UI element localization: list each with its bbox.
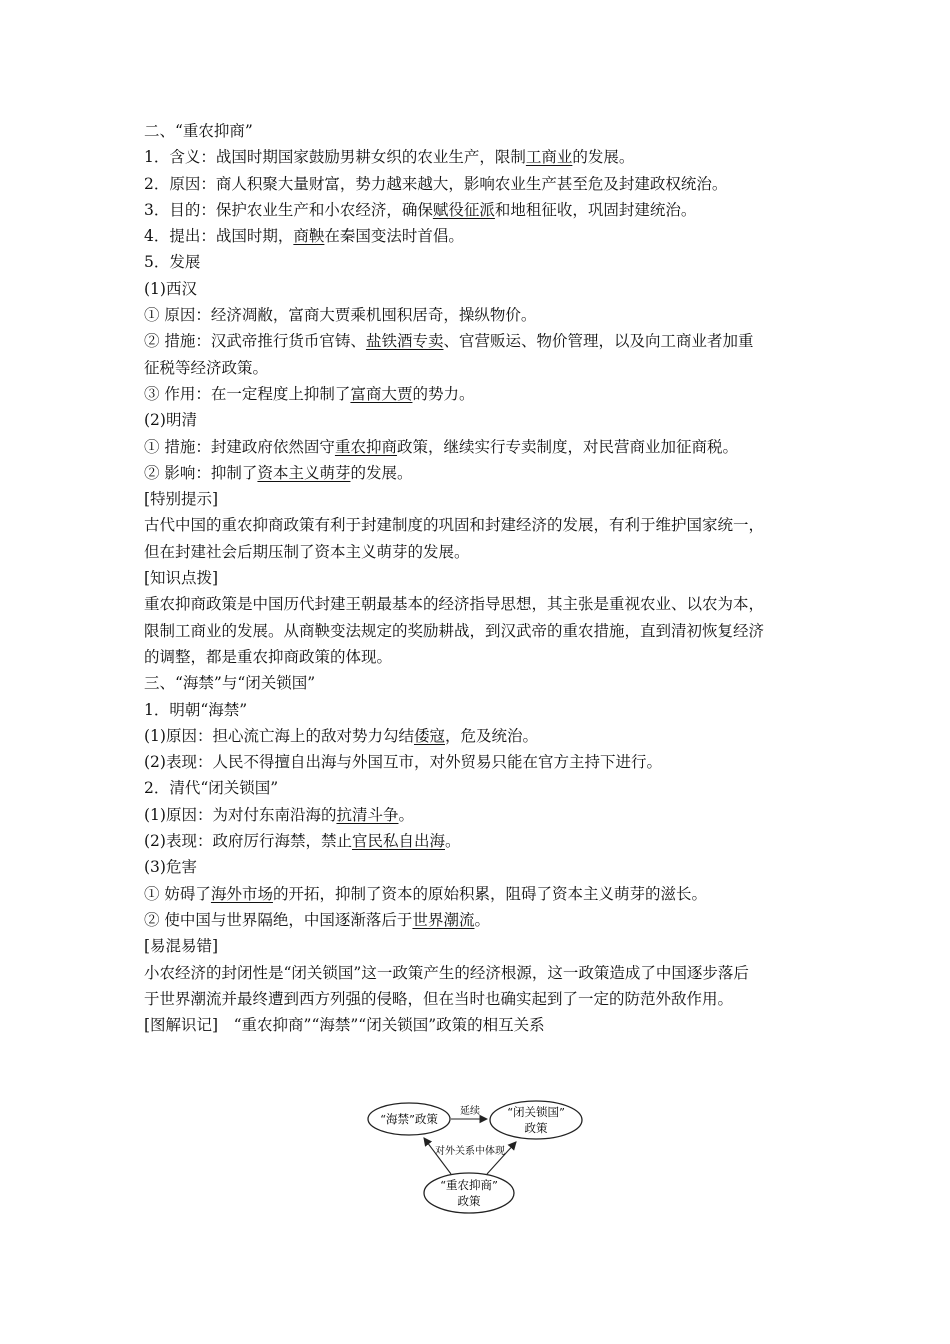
text-segment: ① 妨碍了 <box>144 884 211 903</box>
text-segment: ① 措施：封建政府依然固守 <box>144 437 335 456</box>
text-segment: 重农抑商政策是中国历代封建王朝最基本的经济指导思想，其主张是重视农业、以农为本， <box>144 595 765 614</box>
underlined-term: 商鞅 <box>293 227 325 246</box>
text-line <box>144 828 824 854</box>
text-segment: 的调整，都是重农抑商政策的体现。 <box>144 647 393 666</box>
text-segment: (1)原因：为对付东南沿海的 <box>144 805 337 824</box>
node-biguan-label-1: “闭关锁国” <box>507 1105 565 1119</box>
underlined-term: 盐铁酒专卖 <box>365 332 444 351</box>
text-line <box>144 434 824 460</box>
text-line <box>144 302 824 328</box>
text-segment: (2)明清 <box>144 411 197 430</box>
text-segment: ② 影响：抑制了 <box>144 463 258 482</box>
text-segment: 限制工商业的发展。从商鞅变法规定的奖励耕战，到汉武帝的重农措施，直到清初恢复经济 <box>144 621 765 640</box>
text-segment: 小农经济的封闭性是“闭关锁国”这一政策产生的经济根源，这一政策造成了中国逐步落后 <box>144 963 749 982</box>
text-line <box>144 512 824 538</box>
text-line <box>144 618 824 644</box>
underlined-term: 倭寇 <box>413 726 445 745</box>
underlined-term: 资本主义萌芽 <box>257 463 351 482</box>
text-segment: ② 措施：汉武帝推行货币官铸、 <box>144 332 366 351</box>
text-line <box>144 591 824 617</box>
text-segment: (2)表现：政府厉行海禁，禁止 <box>144 832 352 851</box>
text-line <box>144 407 824 433</box>
text-segment: 、官营贩运、物价管理，以及向工商业者加重 <box>443 332 754 351</box>
text-segment: 的发展。 <box>572 148 635 167</box>
text-line <box>144 223 824 249</box>
text-line <box>144 1012 824 1038</box>
node-zhongnong-label-1: “重农抑商” <box>440 1178 498 1192</box>
text-segment: 4．提出：战国时期， <box>144 227 294 246</box>
node-zhongnong-label-2: 政策 <box>457 1194 481 1208</box>
underlined-term: 官民私自出海 <box>351 832 445 851</box>
text-line <box>144 249 824 275</box>
text-segment: ，危及统治。 <box>444 726 538 745</box>
text-line <box>144 486 824 512</box>
text-line <box>144 460 824 486</box>
text-line <box>144 355 824 381</box>
text-segment: ① 原因：经济凋敝，富商大贾乘机囤积居奇，操纵物价。 <box>144 306 537 325</box>
diagram-svg <box>366 1098 596 1216</box>
text-segment: 。 <box>474 910 490 929</box>
text-segment: 和地租征收，巩固封建统治。 <box>494 200 697 219</box>
text-segment: 1．明朝“海禁” <box>144 700 248 719</box>
text-line <box>144 960 824 986</box>
text-line <box>144 802 824 828</box>
text-segment: (3)危害 <box>144 858 197 877</box>
text-line <box>144 144 824 170</box>
text-segment: 3．目的：保护农业生产和小农经济，确保 <box>144 200 433 219</box>
text-line <box>144 749 824 775</box>
text-line <box>144 276 824 302</box>
text-segment: 的势力。 <box>412 384 475 403</box>
text-line <box>144 118 824 144</box>
underlined-term: 富商大贾 <box>350 384 413 403</box>
text-line <box>144 723 824 749</box>
text-segment: 古代中国的重农抑商政策有利于封建制度的巩固和封建经济的发展，有利于维护国家统一， <box>144 516 765 535</box>
policy-relationship-diagram <box>366 1098 596 1216</box>
text-line <box>144 565 824 591</box>
text-line <box>144 381 824 407</box>
text-line <box>144 539 824 565</box>
underlined-term: 海外市场 <box>210 884 273 903</box>
text-segment: 2．原因：商人积聚大量财富，势力越来越大，影响农业生产甚至危及封建政权统治。 <box>144 174 728 193</box>
underlined-term: 重农抑商 <box>334 437 397 456</box>
text-line <box>144 197 824 223</box>
text-segment: 三、“海禁”与“闭关锁国” <box>144 674 316 693</box>
text-segment: (2)表现：人民不得擅自出海与外国互市，对外贸易只能在官方主持下进行。 <box>144 753 662 772</box>
text-segment: 5．发展 <box>144 253 201 272</box>
text-line <box>144 697 824 723</box>
text-line <box>144 644 824 670</box>
text-segment: 。 <box>444 832 461 851</box>
edge-duiwai-label: 对外关系中体现 <box>435 1146 505 1157</box>
text-segment: [知识点拨] <box>144 569 219 588</box>
text-line <box>144 854 824 880</box>
text-line <box>144 670 824 696</box>
text-segment: 。 <box>398 805 414 824</box>
text-line <box>144 775 824 801</box>
text-segment: 在秦国变法时首倡。 <box>324 227 464 246</box>
node-biguan-label-2: 政策 <box>524 1121 548 1135</box>
text-segment: (1)西汉 <box>144 279 197 298</box>
text-segment: ② 使中国与世界隔绝，中国逐渐落后于 <box>144 910 413 929</box>
text-segment: [易混易错] <box>144 937 219 956</box>
text-segment: [特别提示] <box>144 490 219 509</box>
text-segment: 的开拓，抑制了资本的原始积累，阻碍了资本主义萌芽的滋长。 <box>272 884 707 903</box>
text-segment: 政策，继续实行专卖制度，对民营商业加征商税。 <box>396 437 738 456</box>
text-line <box>144 881 824 907</box>
text-segment: [图解识记] “重农抑商”“海禁”“闭关锁国”政策的相互关系 <box>144 1016 545 1035</box>
document-body <box>144 118 824 1038</box>
text-segment: 的发展。 <box>350 463 413 482</box>
text-segment: 1．含义：战国时期国家鼓励男耕女织的农业生产，限制 <box>144 148 526 167</box>
text-segment: (1)原因：担心流亡海上的敌对势力勾结 <box>144 726 414 745</box>
text-segment: 但在封建社会后期压制了资本主义萌芽的发展。 <box>144 542 470 561</box>
text-line <box>144 933 824 959</box>
node-haijin-label: “海禁”政策 <box>380 1112 438 1126</box>
text-line <box>144 986 824 1012</box>
text-segment: 于世界潮流并最终遭到西方列强的侵略，但在当时也确实起到了一定的防范外敌作用。 <box>144 989 734 1008</box>
underlined-term: 工商业 <box>525 148 573 167</box>
text-line <box>144 171 824 197</box>
text-segment: 2．清代“闭关锁国” <box>144 779 279 798</box>
text-line <box>144 328 824 354</box>
edge-yanxu-label: 延续 <box>460 1106 480 1117</box>
text-segment: 征税等经济政策。 <box>144 358 269 377</box>
underlined-term: 世界潮流 <box>412 910 475 929</box>
text-segment: 二、“重农抑商” <box>144 122 253 140</box>
underlined-term: 赋役征派 <box>432 200 495 219</box>
text-line <box>144 907 824 933</box>
text-segment: ③ 作用：在一定程度上抑制了 <box>144 384 351 403</box>
underlined-term: 抗清斗争 <box>336 805 399 824</box>
